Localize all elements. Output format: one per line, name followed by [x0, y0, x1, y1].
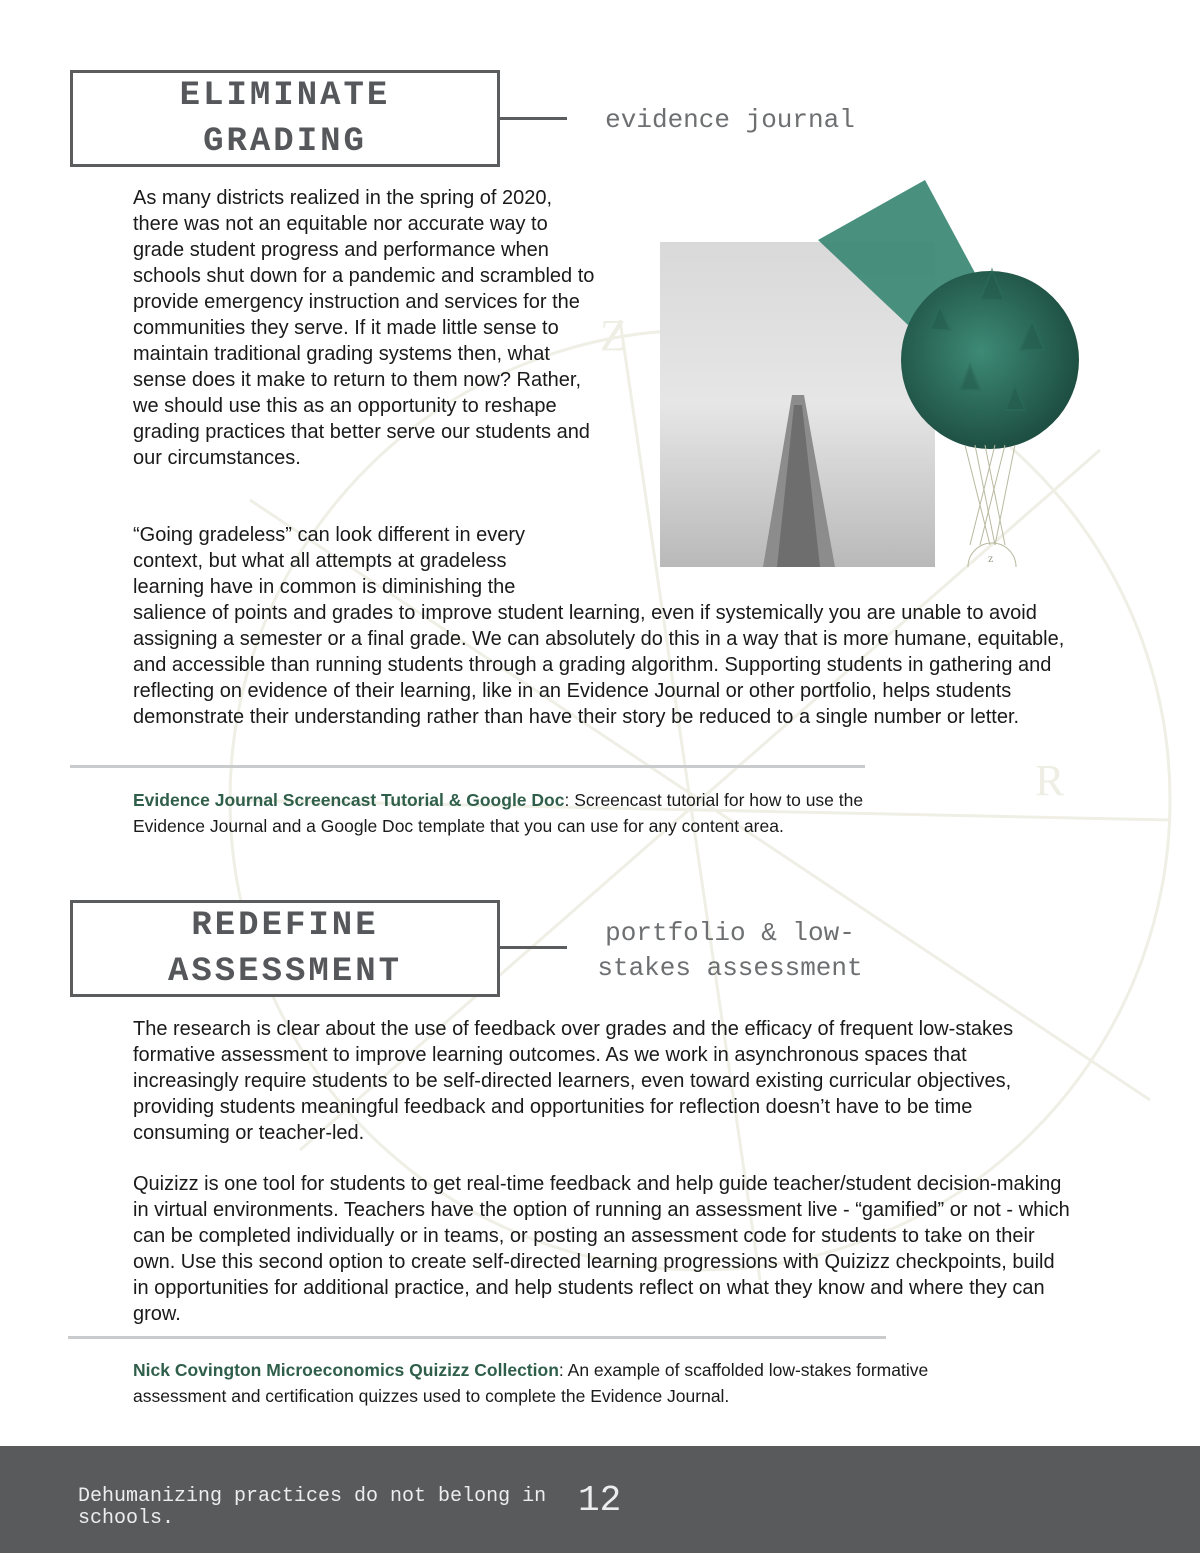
subtitle-evidence-journal: evidence journal: [605, 105, 855, 135]
heading-line-2: GRADING: [203, 122, 367, 161]
subtitle-portfolio-assessment: [590, 916, 870, 986]
diagram-letter: z: [988, 551, 994, 565]
footer-tagline: Dehumanizing practices do not belong in schools.: [78, 1485, 547, 1530]
heading-connector: [497, 946, 567, 949]
section2-divider: [68, 1336, 886, 1339]
page-footer: [0, 1446, 1200, 1553]
section1-paragraph-1: As many districts realized in the spring of 2020, there was not an equitable nor accurate way to grade student progress and performance when schools shut down for a pandemic and scrambled to provide emergency instruction and services for the communities they serve. If it made little sense to maintain traditional grading systems then, what sense does it make to return to them now? Rather, we should use this as an opportunity to reshape grading practices that better serve our students and our circumstances.: [133, 187, 595, 469]
svg-text:Z: Z: [600, 311, 627, 360]
heading-connector: [497, 117, 567, 120]
page-number: 12: [578, 1480, 622, 1521]
quizizz-collection-description: : An example of scaffolded low-stakes formative assessment and certification quizzes used to complete the Evidence Journal.: [133, 1360, 929, 1406]
section2-paragraph-2: Quizizz is one tool for students to get real-time feedback and help guide teacher/student decision-making in virtual environments. Teachers have the option of running an assessment live - “gamified” or not - which can be completed individually or in teams, or posting an assessment code for students to take on their own. Use this second option to create self-directed learning progressions with Quizizz checkpoints, build in opportunities for additional practice, and help students reflect on what they know and where they can grow.: [133, 1173, 1070, 1325]
pier-forest-illustration: [660, 180, 1090, 570]
subtitle-line-2: stakes assessment: [597, 953, 863, 983]
section1-paragraph-2: salience of points and grades to improve student learning, even if systemically you are unable to avoid assigning a semester or a final grade. We can absolutely do this in a way that is more humane, equitable, and accessible than running students through a grading algorithm. Supporting students in gathering and reflecting on evidence of their learning, like in an Evidence Journal or other portfolio, helps students demonstrate their understanding rather than have their story be reduced to a single number or letter.: [133, 602, 1065, 728]
illustration: [660, 180, 1090, 570]
section1-paragraph-2-intro: “Going gradeless” can look different in every context, but what all attempts at gradeless learning have in common is diminishing the: [133, 524, 526, 598]
heading-eliminate-grading: [70, 70, 500, 167]
heading-line-1: ELIMINATE: [179, 76, 391, 115]
subtitle-line-1: portfolio & low-: [605, 918, 855, 948]
section2-paragraph-1: The research is clear about the use of feedback over grades and the efficacy of frequent low-stakes formative assessment to improve learning outcomes. As we work in asynchronous spaces that increasingly require students to be self-directed learners, even toward existing curricular objectives, providing students meaningful feedback and opportunities for reflection doesn’t have to be time consuming or teacher-led.: [133, 1018, 1014, 1144]
section1-resource: [133, 787, 893, 839]
heading-line-1: REDEFINE: [191, 906, 379, 945]
evidence-journal-description: : Screencast tutorial for how to use the Evidence Journal and a Google Doc template that you can use for any content area.: [133, 790, 864, 836]
heading-line-2: ASSESSMENT: [167, 952, 403, 991]
section2-resource: [133, 1357, 963, 1409]
section1-divider: [70, 765, 865, 768]
heading-redefine-assessment: [70, 900, 500, 997]
evidence-journal-link[interactable]: Evidence Journal Screencast Tutorial & Google Doc: [133, 790, 565, 810]
svg-text:R: R: [1035, 756, 1065, 805]
quizizz-collection-link[interactable]: Nick Covington Microeconomics Quizizz Collection: [133, 1360, 559, 1380]
